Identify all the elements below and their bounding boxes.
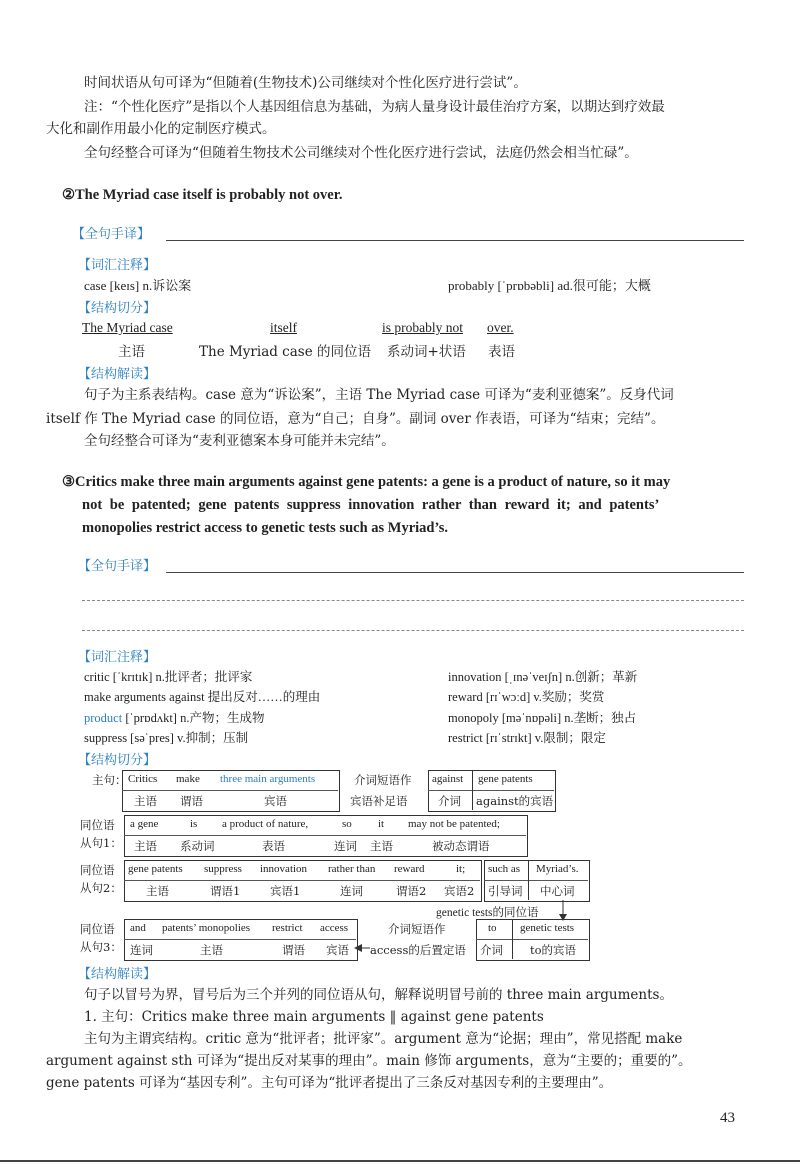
role-r3-introducer: 引导词	[488, 884, 523, 898]
cell-and: and	[130, 922, 146, 934]
role-r2-copula: 系动词	[180, 839, 215, 853]
interp2-line3: 全句经整合可译为“麦利亚德案本身可能并未完结”。	[84, 433, 395, 449]
full-translation-label-2: 【全句手译】	[72, 227, 151, 242]
role-r1-predicate: 谓语	[180, 794, 203, 808]
vocab-label-2: 【词汇注释】	[78, 258, 157, 273]
role-r4-object: 宾语	[326, 943, 349, 957]
interp3-line4: argument against sth 可译为“提出反对某事的理由”。main 修饰 arguments，意为“主要的；重要的”。	[46, 1053, 692, 1069]
translation-line-3c	[82, 630, 744, 631]
apposition-1-label-2: 从句1：	[80, 836, 122, 850]
vocab-product	[84, 708, 264, 728]
top-summary: 全句经整合可译为“但随着生物技术公司继续对个性化医疗进行尝试，法庭仍然会相当忙碌”。	[84, 145, 638, 161]
role-r3-object-1: 宾语1	[270, 884, 301, 898]
apposition-2-label-2: 从句2：	[80, 881, 122, 895]
cell-is: is	[190, 818, 198, 830]
cell-such-as: such as	[488, 863, 521, 875]
role-r3-predicate-2: 谓语2	[396, 884, 427, 898]
cell-make: make	[176, 773, 200, 785]
role-r4-predicate: 谓语	[282, 943, 305, 957]
cell-reward: reward	[394, 863, 425, 875]
cell-genetic-tests: genetic tests	[520, 922, 575, 934]
vocab-product-word: product	[84, 711, 123, 725]
interp3-line1: 句子以冒号为界，冒号后为三个并列的同位语从句，解释说明冒号前的 three main arguments。	[84, 987, 673, 1003]
vocab-product-def: [ˈprɒdʌkt] n.产物；生成物	[122, 711, 265, 725]
cell-so: so	[342, 818, 352, 830]
r4-mid-label: 介词短语作	[388, 922, 446, 936]
interpretation-label-3: 【结构解读】	[78, 967, 157, 982]
role-r2-subject: 主语	[134, 839, 157, 853]
role-r1-prep: 介词	[438, 794, 461, 808]
bottom-rule	[0, 1160, 800, 1162]
apposition-1-label: 同位语	[80, 818, 115, 832]
segment-itself: itself	[270, 320, 297, 335]
genetic-tests-appositive-label: genetic tests的同位语	[436, 907, 539, 919]
vocab-make-arguments: make arguments against 提出反对……的理由	[84, 690, 321, 704]
interp2-line1: 句子为主系表结构。case 意为“诉讼案”，主语 The Myriad case 可译为“麦利亚德案”。反身代词	[84, 387, 674, 403]
vocab-innovation: innovation [ˌɪnəˈveɪʃn] n.创新；革新	[448, 670, 638, 684]
apposition-3-label-2: 从句3：	[80, 940, 122, 954]
cell-suppress: suppress	[204, 863, 242, 875]
role-r4-conj: 连词	[130, 943, 153, 957]
cell-access: access	[320, 922, 349, 934]
role-r2-passive: 被动态谓语	[432, 839, 490, 853]
vocab-monopoly: monopoly [məˈnɒpəli] n.垄断；独占	[448, 711, 637, 725]
top-line-1: 时间状语从句可译为“但随着(生物技术)公司继续对个性化医疗进行尝试”。	[84, 75, 527, 91]
role-r3-head: 中心词	[540, 884, 575, 898]
role-r1-object: 宾语	[264, 794, 287, 808]
role-predicative: 表语	[488, 344, 515, 360]
cell-to: to	[488, 922, 497, 934]
interpretation-label-2: 【结构解读】	[78, 367, 157, 382]
segment-over: over.	[487, 320, 514, 335]
apposition-2-label: 同位语	[80, 863, 115, 877]
role-r3-object-2: 宾语2	[444, 884, 475, 898]
cell-it: it	[378, 818, 385, 830]
vocab-label-3: 【词汇注释】	[78, 650, 157, 665]
top-note-line-2: 大化和副作用最小化的定制医疗模式。	[46, 121, 276, 137]
structure-label-3: 【结构切分】	[78, 753, 157, 768]
cell-critics: Critics	[128, 773, 158, 785]
cell-product-of-nature: a product of nature,	[222, 818, 309, 830]
vocab-restrict: restrict [rɪˈstrɪkt] v.限制；限定	[448, 731, 606, 745]
vocab-critic: critic [ˈkrɪtɪk] n.批评者；批评家	[84, 670, 253, 684]
role-r3-subject: 主语	[146, 884, 169, 898]
vocab-case: case [keɪs] n.诉讼案	[84, 278, 192, 293]
role-r4-prep-object: to的宾语	[530, 943, 577, 957]
page-number: 43	[720, 1110, 735, 1126]
translation-line-3a	[166, 572, 744, 573]
translation-line-2	[166, 240, 744, 241]
role-r2-subject-2: 主语	[370, 839, 393, 853]
interp2-line2: itself 作 The Myriad case 的同位语，意为“自己；自身”。副词 over 作表语，可译为“结束；完结”。	[46, 411, 665, 427]
cell-three-main-arguments: three main arguments	[220, 773, 316, 785]
segment-copula: is probably not	[382, 320, 463, 335]
cell-gene-patents: gene patents	[478, 773, 533, 785]
top-note-line-1: 注：“个性化医疗”是指以个人基因组信息为基础，为病人量身设计最佳治疗方案，以期达到疗效最	[84, 99, 665, 115]
role-r3-conj: 连词	[340, 884, 363, 898]
cell-a-gene: a gene	[130, 818, 159, 830]
sentence-3-line-1: ③Critics make three main arguments against gene patents: a gene is a product of nature, so it may	[62, 474, 671, 490]
cell-it-2: it;	[456, 863, 466, 875]
segment-subject: The Myriad case	[82, 320, 173, 335]
r4-mid-label-2: access的后置定语	[370, 943, 466, 957]
role-copula: 系动词+状语	[387, 344, 466, 360]
interp3-line5: gene patents 可译为“基因专利”。主句可译为“批评者提出了三条反对基因专利的主要理由”。	[46, 1075, 613, 1091]
role-r1-prep-object: against的宾语	[476, 794, 554, 808]
full-translation-label-3: 【全句手译】	[78, 559, 157, 574]
sentence-3-line-2: not be patented; gene patents suppress innovation rather than reward it; and patents’	[82, 497, 660, 513]
cell-patents-monopolies: patents’ monopolies	[162, 922, 251, 934]
cell-rather-than: rather than	[328, 863, 376, 875]
cell-may-not-be-patented: may not be patented;	[408, 818, 500, 830]
cell-myriads: Myriad’s.	[536, 863, 579, 875]
structure-label-2: 【结构切分】	[78, 301, 157, 316]
vocab-reward: reward [rɪˈwɔːd] v.奖励；奖赏	[448, 690, 605, 704]
role-r2-predicative: 表语	[262, 839, 285, 853]
cell-gene-patents-2: gene patents	[128, 863, 183, 875]
cell-restrict: restrict	[272, 922, 303, 934]
role-r4-prep: 介词	[480, 943, 503, 957]
left-arrow-icon	[354, 943, 370, 953]
apposition-3-label: 同位语	[80, 922, 115, 936]
r1-mid-label: 介词短语作	[354, 773, 412, 787]
role-r4-subject: 主语	[200, 943, 223, 957]
role-appositive: The Myriad case 的同位语	[199, 344, 371, 360]
role-subject: 主语	[118, 344, 145, 360]
role-r1-subject: 主语	[134, 794, 157, 808]
vocab-probably: probably [ˈprɒbəbli] ad.很可能；大概	[448, 278, 651, 293]
role-r3-predicate-1: 谓语1	[210, 884, 241, 898]
cell-against: against	[432, 773, 464, 785]
translation-line-3b	[82, 600, 744, 601]
sentence-2: ②The Myriad case itself is probably not over.	[62, 187, 343, 203]
main-clause-label: 主句：	[92, 773, 127, 787]
interp3-main-clause: 1. 主句：Critics make three main arguments ‖ against gene patents	[84, 1009, 544, 1025]
role-r2-conj: 连词	[334, 839, 357, 853]
interp3-line3: 主句为主谓宾结构。critic 意为“批评者；批评家”。argument 意为“论据；理由”，常见搭配 make	[84, 1031, 683, 1047]
vocab-suppress: suppress [səˈpres] v.抑制；压制	[84, 731, 249, 745]
sentence-3-line-3: monopolies restrict access to genetic tests such as Myriad’s.	[82, 520, 449, 536]
cell-innovation: innovation	[260, 863, 308, 875]
r1-mid-label-2: 宾语补足语	[350, 794, 408, 808]
